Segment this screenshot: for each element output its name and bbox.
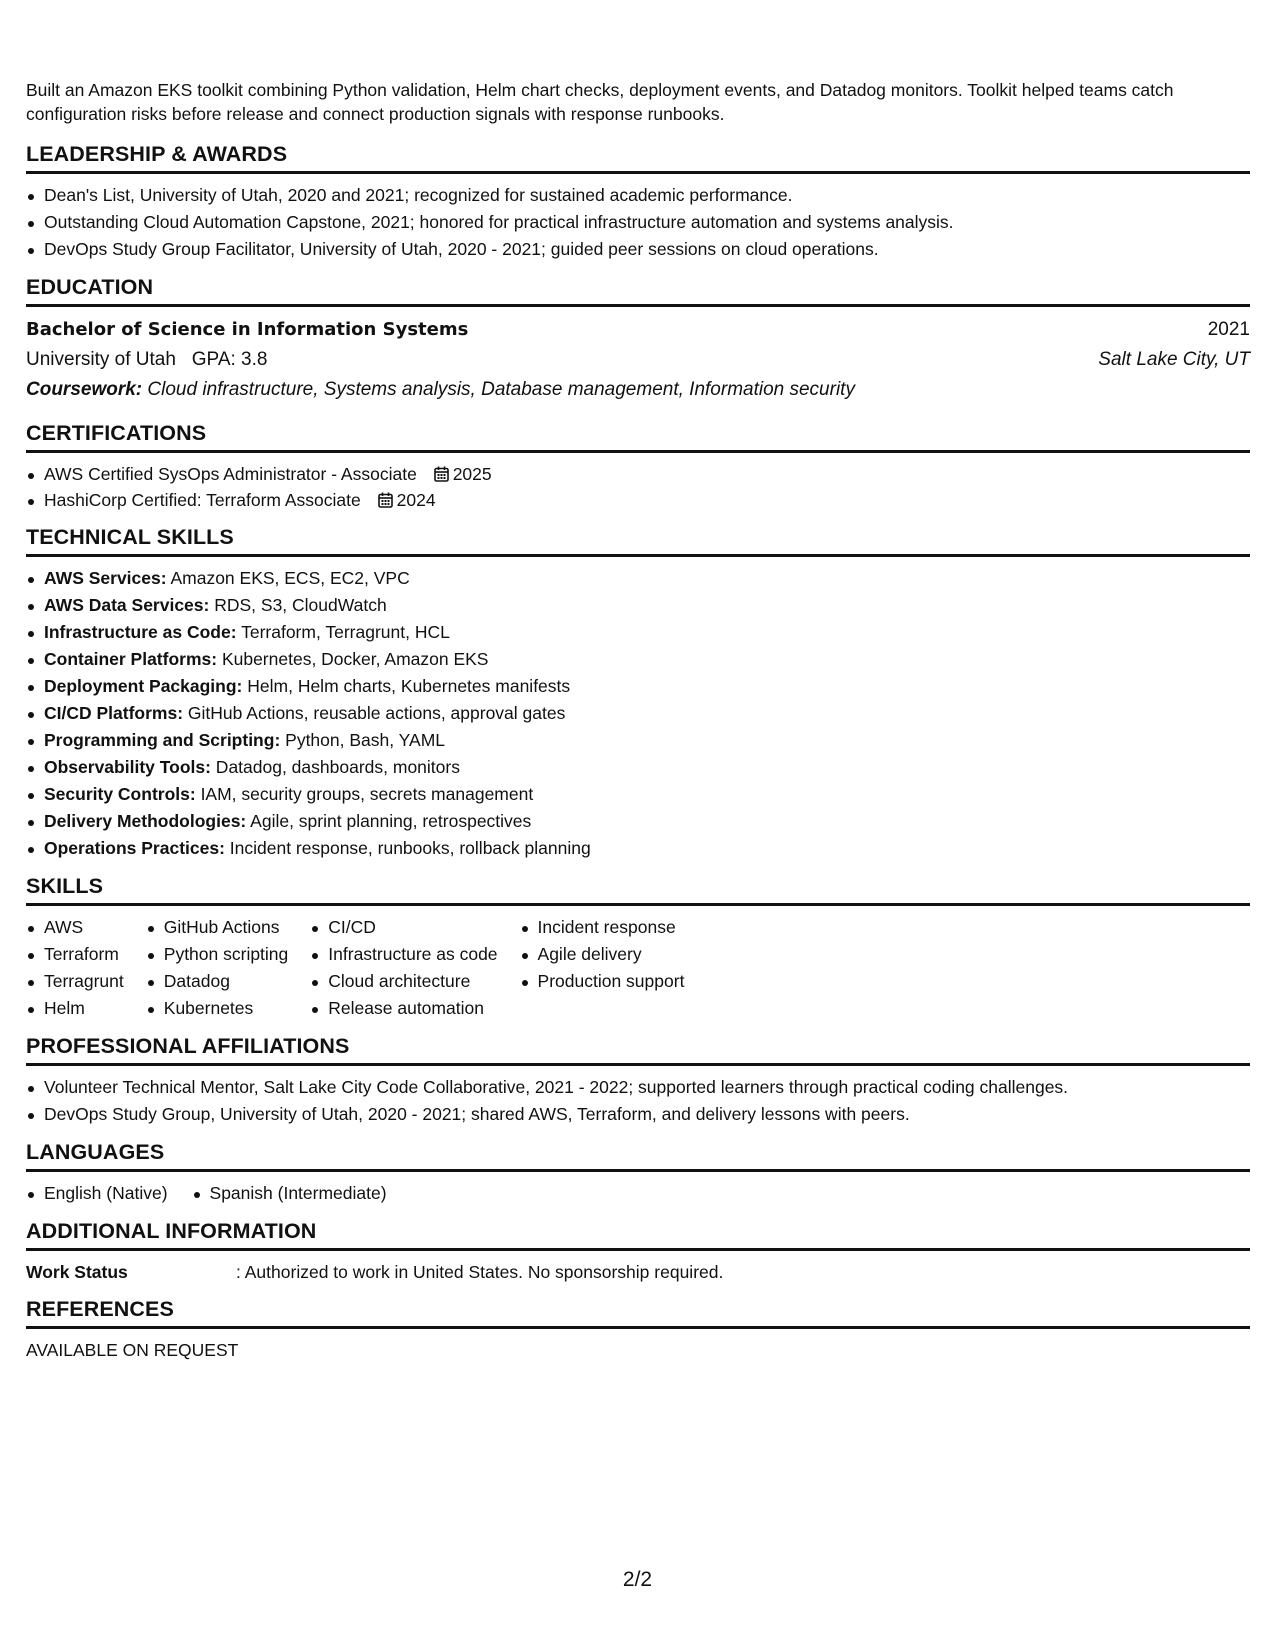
work-status-label: Work Status xyxy=(26,1262,128,1282)
list-item xyxy=(26,461,1250,487)
resume-page xyxy=(26,78,1250,1375)
project-summary: Built an Amazon EKS toolkit combining Python validation, Helm chart checks, deployment events, and Datadog monitors. Toolkit helped teams catch configuration risks before release and connect production signals with response runbooks. xyxy=(26,80,1174,124)
section-title-skills: SKILLS xyxy=(26,874,1250,906)
list-item xyxy=(26,565,1250,592)
skill-category: Security Controls: xyxy=(44,784,196,804)
graduation-year: 2021 xyxy=(1207,319,1250,340)
list-item xyxy=(26,700,1250,727)
section-title-education: EDUCATION xyxy=(26,275,1250,307)
section-title-technical-skills: TECHNICAL SKILLS xyxy=(26,525,1250,557)
skill-values: Kubernetes, Docker, Amazon EKS xyxy=(217,649,489,669)
list-item: Outstanding Cloud Automation Capstone, 2021; honored for practical infrastructure automation and systems analysis. xyxy=(26,209,1250,236)
list-item xyxy=(26,592,1250,619)
skills-column xyxy=(146,914,289,1022)
list-item: Terragrunt xyxy=(26,968,124,995)
list-item: DevOps Study Group Facilitator, University of Utah, 2020 - 2021; guided peer sessions on cloud operations. xyxy=(26,236,1250,263)
list-item: DevOps Study Group, University of Utah, 2020 - 2021; shared AWS, Terraform, and delivery lessons with peers. xyxy=(26,1101,1250,1128)
section-title-languages: LANGUAGES xyxy=(26,1140,1250,1172)
coursework xyxy=(26,375,1250,405)
skill-values: GitHub Actions, reusable actions, approval gates xyxy=(183,703,566,723)
list-item: Spanish (Intermediate) xyxy=(192,1180,387,1207)
skill-values: Python, Bash, YAML xyxy=(280,730,446,750)
additional-info-section xyxy=(26,1219,1250,1285)
skill-values: Agile, sprint planning, retrospectives xyxy=(246,811,532,831)
school-row xyxy=(26,345,1250,375)
references-text: AVAILABLE ON REQUEST xyxy=(26,1340,239,1360)
certification-year: 2025 xyxy=(452,464,492,484)
certification-year: 2024 xyxy=(396,490,436,510)
list-item xyxy=(26,781,1250,808)
list-item: GitHub Actions xyxy=(146,914,289,941)
list-item xyxy=(26,808,1250,835)
list-item: Terraform xyxy=(26,941,124,968)
list-item: Volunteer Technical Mentor, Salt Lake City Code Collaborative, 2021 - 2022; supported learners through practical coding challenges. xyxy=(26,1074,1250,1101)
list-item xyxy=(26,754,1250,781)
certifications-section xyxy=(26,421,1250,513)
affiliations-list xyxy=(26,1074,1250,1128)
school-name: University of Utah GPA: 3.8 xyxy=(26,349,268,370)
list-item: AWS xyxy=(26,914,124,941)
skills-column xyxy=(310,914,497,1022)
calendar-icon xyxy=(434,466,449,482)
skill-category: Operations Practices: xyxy=(44,838,225,858)
certification-name: AWS Certified SysOps Administrator - Associate xyxy=(44,464,417,484)
skill-values: Incident response, runbooks, rollback planning xyxy=(224,838,591,858)
section-title-certifications: CERTIFICATIONS xyxy=(26,421,1250,453)
certifications-list xyxy=(26,461,1250,513)
leadership-list xyxy=(26,182,1250,263)
coursework-text: Cloud infrastructure, Systems analysis, Database management, Information security xyxy=(142,379,855,400)
section-title-references: REFERENCES xyxy=(26,1297,1250,1329)
list-item: Dean's List, University of Utah, 2020 and 2021; recognized for sustained academic performance. xyxy=(26,182,1250,209)
certification-name: HashiCorp Certified: Terraform Associate xyxy=(44,490,361,510)
skill-values: RDS, S3, CloudWatch xyxy=(209,595,387,615)
list-item: Cloud architecture xyxy=(310,968,497,995)
list-item: English (Native) xyxy=(26,1180,168,1207)
school-location: Salt Lake City, UT xyxy=(1098,349,1250,370)
list-item: Helm xyxy=(26,995,124,1022)
list-item: Incident response xyxy=(520,914,685,941)
list-item: Release automation xyxy=(310,995,497,1022)
skill-category: Infrastructure as Code: xyxy=(44,622,237,642)
list-item: Infrastructure as code xyxy=(310,941,497,968)
coursework-label: Coursework: xyxy=(26,379,143,400)
list-item xyxy=(26,487,1250,513)
page-number: 2/2 xyxy=(622,1568,653,1591)
skills-column xyxy=(26,914,124,1022)
skill-category: Deployment Packaging: xyxy=(44,676,243,696)
technical-skills-section xyxy=(26,525,1250,862)
section-title-affiliations: PROFESSIONAL AFFILIATIONS xyxy=(26,1034,1250,1066)
technical-skills-list xyxy=(26,565,1250,862)
skills-column xyxy=(520,914,685,1022)
list-item: CI/CD xyxy=(310,914,497,941)
list-item: Datadog xyxy=(146,968,289,995)
education-section xyxy=(26,275,1250,405)
skill-category: AWS Services: xyxy=(44,568,167,588)
skills-grid xyxy=(26,914,1250,1022)
skill-category: Container Platforms: xyxy=(44,649,218,669)
calendar-icon xyxy=(378,492,393,508)
list-item xyxy=(26,673,1250,700)
languages-section xyxy=(26,1140,1250,1207)
list-item xyxy=(26,835,1250,862)
list-item: Agile delivery xyxy=(520,941,685,968)
list-item xyxy=(26,727,1250,754)
degree-name: Bachelor of Science in Information Systems xyxy=(26,319,469,340)
list-item: Python scripting xyxy=(146,941,289,968)
skill-category: CI/CD Platforms: xyxy=(44,703,184,723)
skill-category: AWS Data Services: xyxy=(44,595,210,615)
skill-values: Helm, Helm charts, Kubernetes manifests xyxy=(242,676,571,696)
skills-section xyxy=(26,874,1250,1022)
list-item xyxy=(26,619,1250,646)
skill-values: Amazon EKS, ECS, EC2, VPC xyxy=(166,568,410,588)
affiliations-section xyxy=(26,1034,1250,1128)
leadership-section xyxy=(26,142,1250,263)
list-item xyxy=(26,646,1250,673)
work-status-value: : Authorized to work in United States. No sponsorship required. xyxy=(236,1262,724,1282)
skill-values: Terraform, Terragrunt, HCL xyxy=(236,622,450,642)
skill-category: Delivery Methodologies: xyxy=(44,811,247,831)
references-section xyxy=(26,1297,1250,1363)
list-item: Kubernetes xyxy=(146,995,289,1022)
languages-list xyxy=(26,1180,1250,1207)
section-title-leadership: LEADERSHIP & AWARDS xyxy=(26,142,1250,174)
skill-values: IAM, security groups, secrets management xyxy=(195,784,534,804)
list-item: Production support xyxy=(520,968,685,995)
skill-category: Programming and Scripting: xyxy=(44,730,281,750)
section-title-additional-info: ADDITIONAL INFORMATION xyxy=(26,1219,1250,1251)
skill-values: Datadog, dashboards, monitors xyxy=(210,757,460,777)
skill-category: Observability Tools: xyxy=(44,757,211,777)
work-status-row xyxy=(26,1259,1250,1285)
degree-row xyxy=(26,315,1250,345)
